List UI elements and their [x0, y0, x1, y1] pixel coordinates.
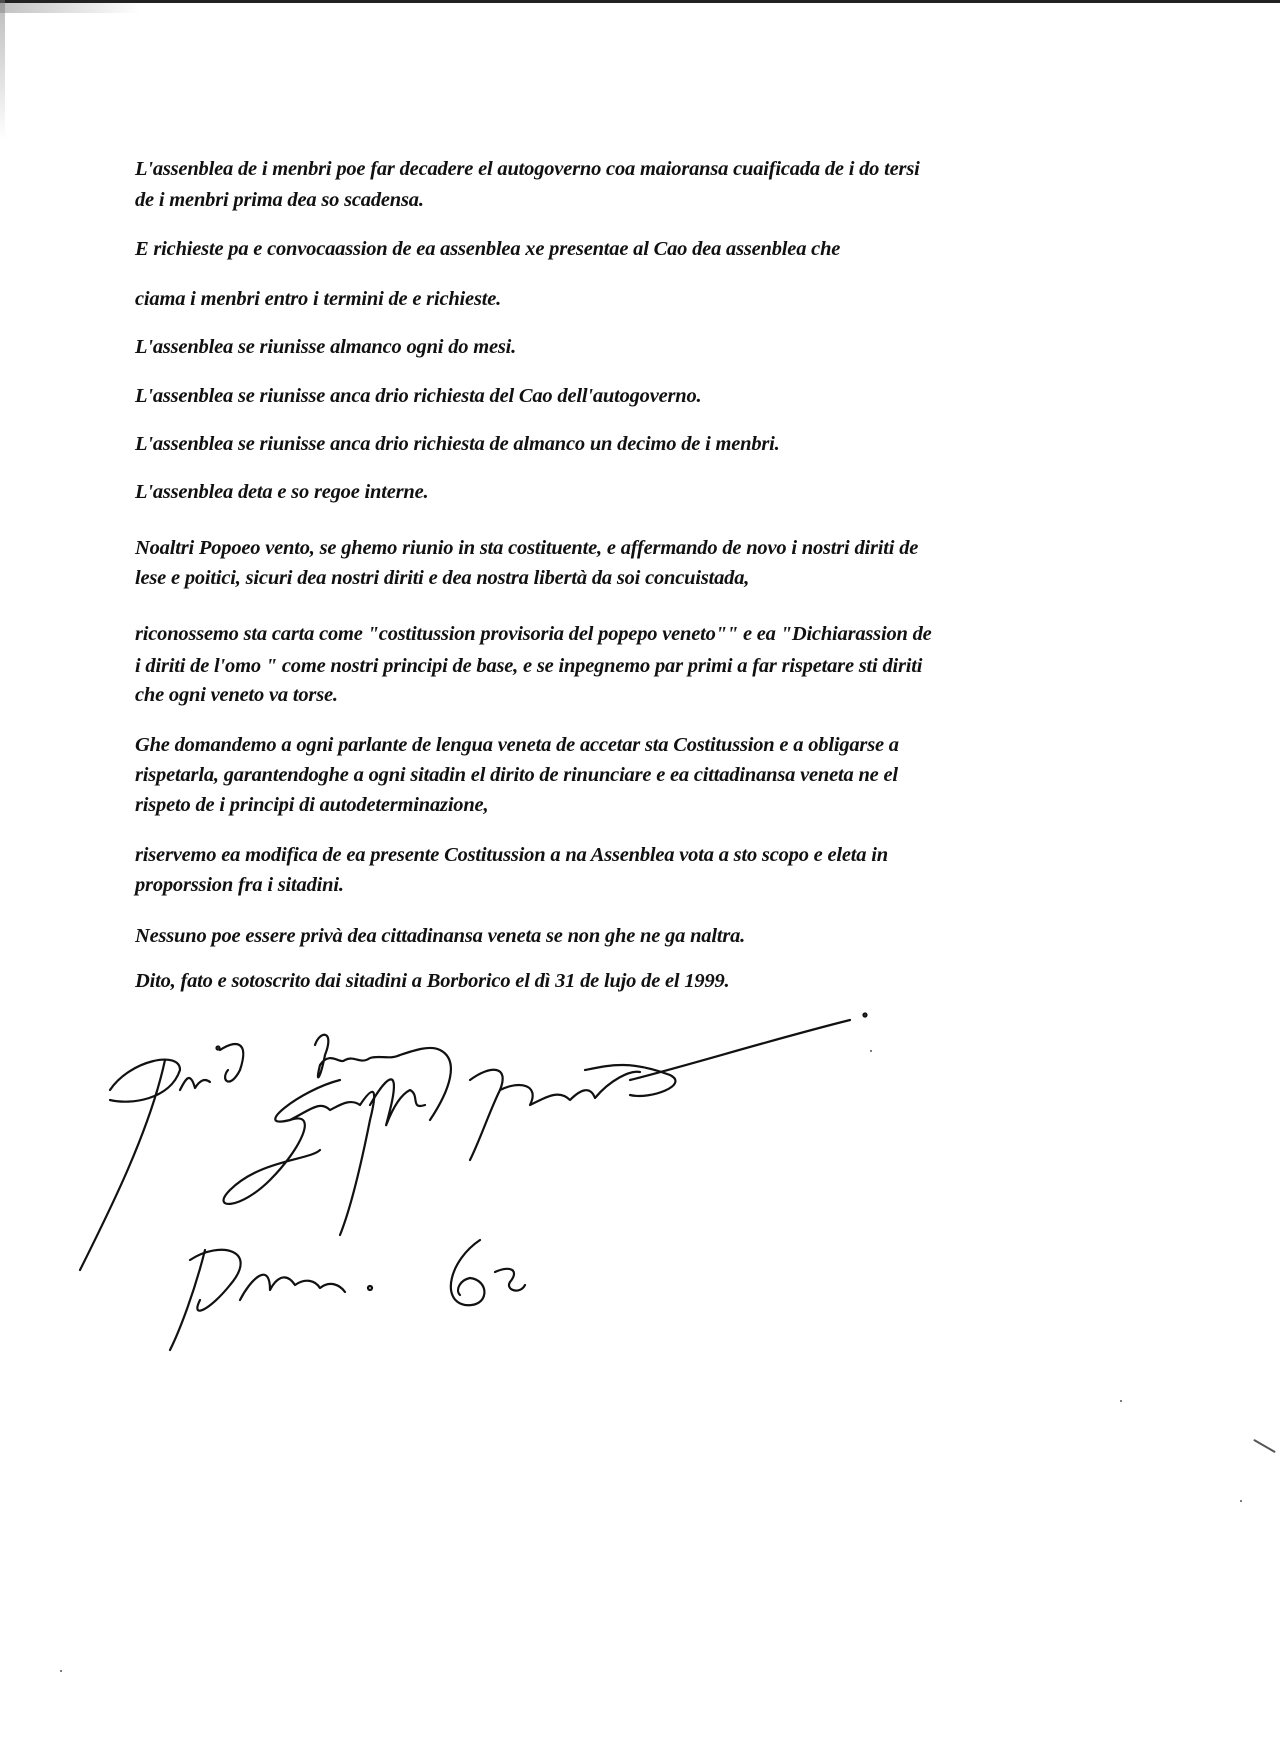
text-line: ciama i menbri entro i termini de e richieste.	[135, 288, 502, 310]
text-line: L'assenblea de i menbri poe far decadere el autogoverno coa maioransa cuaificada de i do tersi	[135, 158, 920, 180]
scan-speck	[1253, 1439, 1276, 1453]
scan-speck	[1240, 1500, 1242, 1502]
scan-speck	[1120, 1400, 1122, 1402]
text-line: lese e poitici, sicuri dea nostri diriti e dea nostra libertà da soi concuistada,	[135, 567, 750, 589]
text-line: rispeto de i principi di autodeterminazione,	[135, 794, 489, 816]
text-line: L'assenblea deta e so regoe interne.	[135, 481, 429, 503]
text-line: L'assenblea se riunisse anca drio richiesta del Cao dell'autogoverno.	[135, 385, 702, 407]
scan-edge	[0, 0, 1280, 3]
text-line: proporssion fra i sitadini.	[135, 874, 344, 896]
text-line: Dito, fato e sotoscrito dai sitadini a Borborico el dì 31 de lujo de el 1999.	[135, 970, 730, 992]
text-line: che ogni veneto va torse.	[135, 684, 338, 706]
scan-artifact	[0, 0, 5, 140]
text-line: E richieste pa e convocaassion de ea assenblea xe presentae al Cao dea assenblea che	[135, 238, 841, 260]
text-line: Ghe domandemo a ogni parlante de lengua veneta de accetar sta Costitussion e a obligarse a	[135, 734, 899, 756]
scan-artifact	[0, 3, 140, 13]
text-line: rispetarla, garantendoghe a ogni sitadin el dirito de rinunciare e ea cittadinansa veneta ne el	[135, 764, 898, 786]
text-line: Noaltri Popoeo vento, se ghemo riunio in sta costituente, e affermando de novo i nostri diriti de	[135, 537, 919, 559]
text-line: de i menbri prima dea so scadensa.	[135, 189, 424, 211]
text-line: Nessuno poe essere privà dea cittadinansa veneta se non ghe ne ga naltra.	[135, 925, 746, 947]
handwritten-signature	[70, 1010, 870, 1380]
text-line: L'assenblea se riunisse almanco ogni do mesi.	[135, 336, 517, 358]
text-line: i diriti de l'omo " come nostri principi de base, e se inpegnemo par primi a far rispetare sti diriti	[135, 655, 923, 677]
scan-speck	[60, 1670, 62, 1672]
text-line: riservemo ea modifica de ea presente Costitussion a na Assenblea vota a sto scopo e eleta in	[135, 844, 888, 866]
text-line: L'assenblea se riunisse anca drio richiesta de almanco un decimo de i menbri.	[135, 433, 780, 455]
scan-speck	[870, 1050, 872, 1052]
text-line: riconossemo sta carta come "costitussion provisoria del popepo veneto"" e ea "Dichiarassion de	[135, 623, 932, 645]
